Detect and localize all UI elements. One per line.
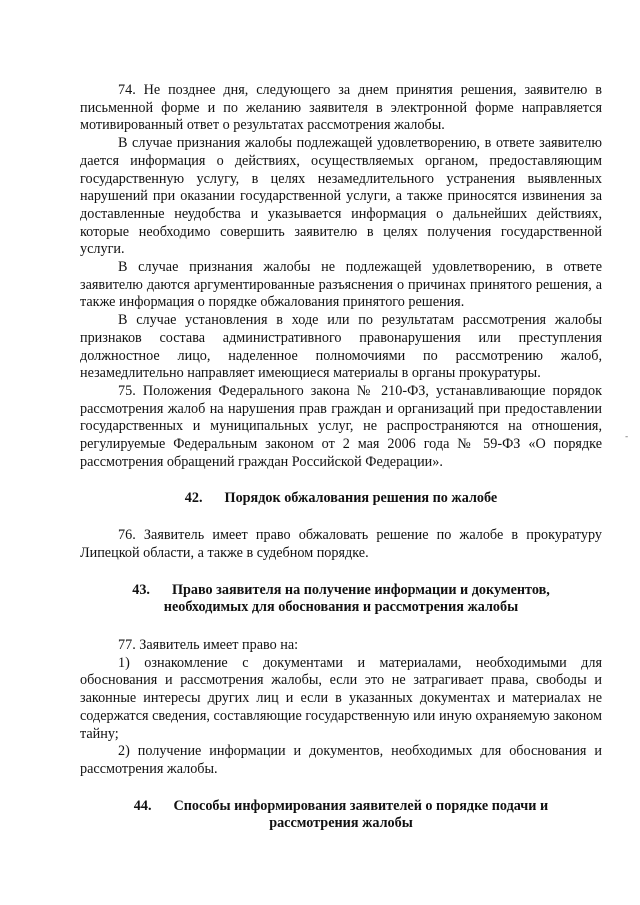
section-number-43: 43. [132,581,150,598]
paragraph-prosecutor-referral: В случае установления в ходе или по результатам рассмотрения жалобы признаков состава административного правонарушения или преступления должностное лицо, наделенное полномочиями по рассмотрению жалоб, незамедлительно направляет имеющиеся материалы в органы прокуратуры. [80,312,602,382]
margin-mark: - [625,432,629,442]
section-title-42: Порядок обжалования решения по жалобе [224,490,498,507]
list-item-77-2: 2) получение информации и документов, необходимых для обоснования и рассмотрения жалобы. [80,743,602,777]
section-title-43-line1: Право заявителя на получение информации и документов, [171,581,550,598]
section-title-43-line2: необходимых для обоснования и рассмотрения жалобы [163,599,519,616]
section-heading-43 [80,582,602,617]
section-heading-42 [80,490,602,508]
paragraph-75: 75. Положения Федерального закона № 210-ФЗ, устанавливающие порядок рассмотрения жалоб на нарушения прав граждан и организаций при предоставлении государственных и муниципальных услуг, не распространяются на отношения, регулируемые Федеральным законом от 2 мая 2006 года № 59-ФЗ «О порядке рассмотрения обращений граждан Российской Федерации». [80,382,602,470]
section-heading-44 [80,798,602,833]
paragraph-76: 76. Заявитель имеет право обжаловать решение по жалобе в прокуратуру Липецкой области, а также в судебном порядке. [80,527,602,561]
paragraph-74: 74. Не позднее дня, следующего за днем принятия решения, заявителю в письменной форме и по желанию заявителя в электронной форме направляется мотивированный ответ о результатах рассмотрения жалобы. [80,82,602,134]
section-number-42: 42. [184,490,203,507]
section-title-44-line1: Способы информирования заявителей о порядке подачи и [173,797,549,814]
document-body [80,82,602,833]
paragraph-77: 77. Заявитель имеет право на: [118,636,299,653]
paragraph-unsatisfied-complaint: В случае признания жалобы не подлежащей удовлетворению, в ответе заявителю даются аргументированные разъяснения о причинах принятого решения, а также информация о порядке обжалования принятого решения. [80,259,602,311]
section-title-44-line2: рассмотрения жалобы [269,815,413,832]
section-number-44: 44. [133,797,152,814]
list-item-77-1: 1) ознакомление с документами и материалами, необходимыми для обоснования и рассмотрения жалобы, если это не затрагивает права, свободы и законные интересы других лиц и если в указанных документах и материалах не содержатся сведения, составляющие государственную или иную охраняемую законом тайну; [80,654,602,742]
paragraph-satisfied-complaint: В случае признания жалобы подлежащей удовлетворению, в ответе заявителю дается информация о действиях, осуществляемых органом, предоставляющим государственную услугу, в целях незамедлительного устранения выявленных нарушений при оказании государственной услуги, а также приносятся извинения за доставленные неудобства и указывается информация о дальнейших действиях, которые необходимо совершить заявителю в целях получения государственной услуги. [80,135,602,258]
